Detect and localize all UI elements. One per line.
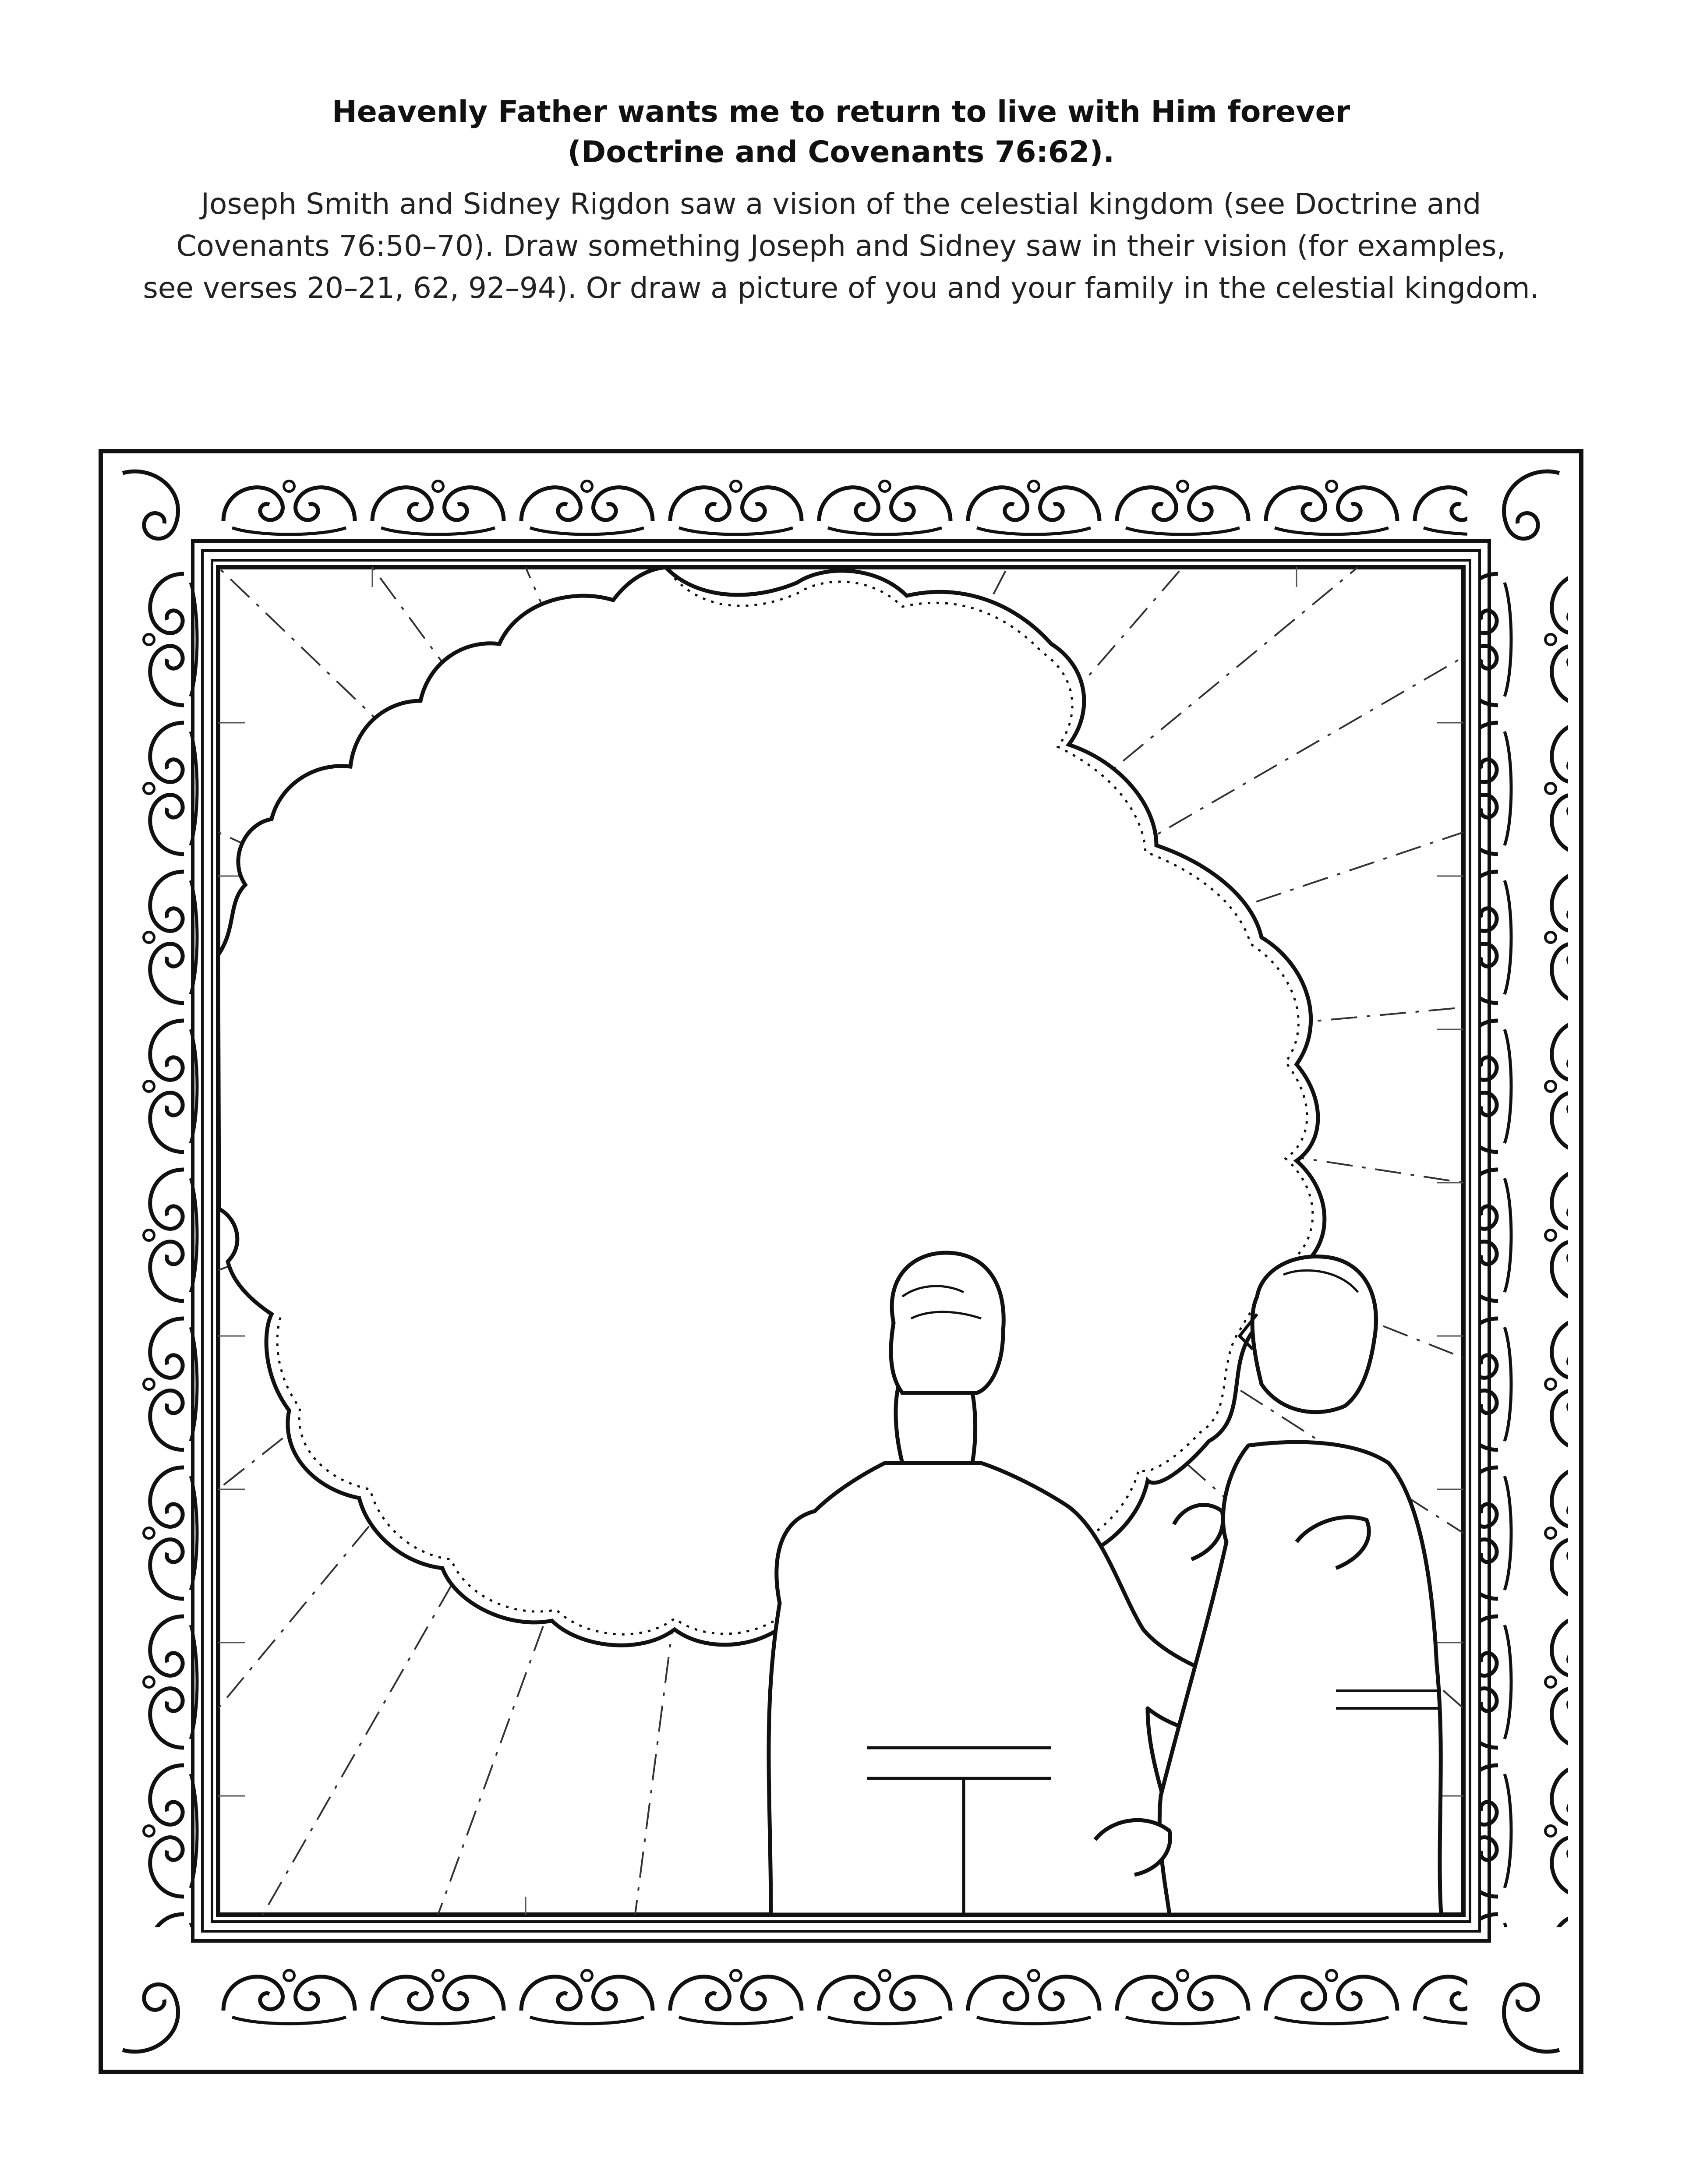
instructions-line-3: see verses 20–21, 62, 92–94). Or draw a picture of you and your family in the celestial kingdom. — [143, 271, 1539, 305]
vision-cloud-icon — [218, 567, 1325, 1645]
instructions-line-2: Covenants 76:50–70). Draw something Joseph and Sidney saw in their vision (for examples, — [176, 229, 1506, 263]
instructions-line-1: Joseph Smith and Sidney Rigdon saw a vision of the celestial kingdom (see Doctrine and — [201, 187, 1481, 221]
title-line-2: (Doctrine and Covenants 76:62). — [567, 135, 1115, 170]
title-line-1: Heavenly Father wants me to return to live with Him forever — [332, 95, 1350, 129]
light-rays-icon — [218, 567, 1463, 1915]
